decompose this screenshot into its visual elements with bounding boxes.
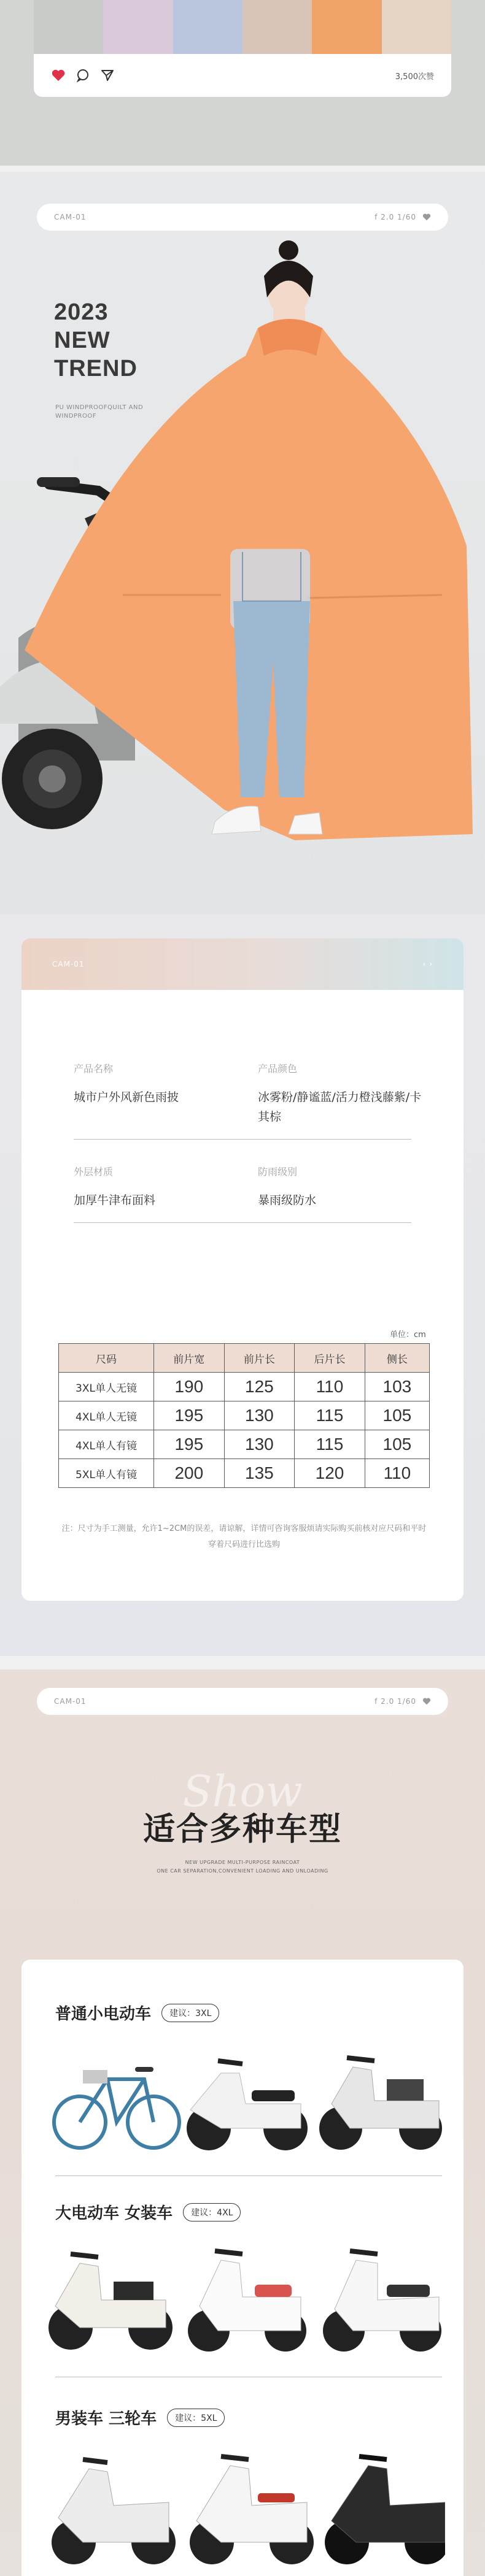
table-cell: 190 [154, 1373, 225, 1401]
table-cell: 125 [224, 1373, 295, 1401]
unit-label: 单位：cm [390, 1330, 426, 1340]
spec-label: 产品名称 [74, 1063, 114, 1075]
table-row [59, 1373, 430, 1401]
section-divider [0, 166, 485, 172]
spec-value: 城市户外风新色雨披 [74, 1091, 179, 1104]
vehicle-section [0, 1656, 485, 2576]
spec-item [74, 1164, 258, 1210]
camera-model-label: CAM-01 [54, 213, 87, 221]
swatch-grey [34, 0, 103, 54]
spec-value: 冰雾粉/静谧蓝/活力橙浅藤紫/卡其棕 [258, 1091, 422, 1124]
spec-divider [74, 1222, 411, 1223]
table-cell: 110 [295, 1373, 365, 1401]
scooter-image [188, 2251, 306, 2352]
column-header: 侧长 [365, 1344, 429, 1373]
spec-label: 外层材质 [74, 1166, 114, 1178]
decorative-script: Show [182, 1766, 303, 1817]
hero-illustration [0, 172, 485, 914]
hero-title-line: NEW [54, 328, 111, 353]
heart-icon [422, 1697, 431, 1706]
column-header: 前片长 [224, 1344, 295, 1373]
exposure-label: f 2.0 1/60 [374, 1697, 416, 1706]
scooter-image [323, 2251, 441, 2352]
send-icon[interactable] [100, 68, 115, 83]
vehicle-category [55, 2001, 219, 2024]
vehicle-card [21, 1960, 464, 2576]
spec-item [74, 1061, 258, 1127]
category-name: 大电动车 女装车 [55, 2204, 173, 2223]
spec-section [0, 914, 485, 1656]
scooter-image [49, 2254, 173, 2350]
swatch-blue [173, 0, 243, 54]
spec-divider [74, 1139, 411, 1140]
table-cell: 130 [224, 1401, 295, 1430]
subtitle-line: ONE CAR SEPARATION,CONVENIENT LOADING AND UNLOADING [157, 1868, 328, 1874]
table-cell: 105 [365, 1401, 429, 1430]
table-cell: 135 [224, 1459, 295, 1488]
table-cell: 110 [365, 1459, 429, 1488]
spec-item [258, 1061, 442, 1127]
size-table-header-row [59, 1344, 430, 1373]
table-cell: 200 [154, 1459, 225, 1488]
exposure-label: f 2.0 1/60 [374, 213, 416, 221]
section-title: 适合多种车型 [142, 1811, 342, 1848]
camera-info-pill [37, 1688, 448, 1715]
category-name: 普通小电动车 [55, 2005, 152, 2023]
vehicle-category [55, 2201, 241, 2223]
vehicle-images-row [46, 2036, 445, 2159]
heart-icon[interactable] [51, 68, 66, 83]
vehicle-category [55, 2406, 225, 2429]
hero-title-line: TREND [54, 356, 138, 381]
vehicle-images-row [46, 2444, 445, 2567]
size-badge: 建议：4XL [183, 2203, 241, 2221]
column-header: 前片宽 [154, 1344, 225, 1373]
subtitle-line: NEW UPGRADE MULTI-PURPOSE RAINCOAT [185, 1860, 300, 1865]
scooter-image [187, 2061, 308, 2150]
size-cell: 5XL单人有镜 [59, 1459, 154, 1488]
hero-section [0, 172, 485, 914]
hero-title-line: 2023 [54, 299, 109, 325]
spec-info-grid [74, 1061, 442, 1248]
table-cell: 130 [224, 1430, 295, 1459]
motorcycle-image [325, 2456, 445, 2564]
swatch-pink [103, 0, 173, 54]
table-cell: 103 [365, 1373, 429, 1401]
size-note: 注：尺寸为手工测量，允许1~2CM的误差，请谅解，详情可咨询客服烦请实际购买前核对应尺码和平时穿着尺码进行比选购 [61, 1524, 427, 1549]
bicycle-image [54, 2067, 179, 2148]
category-name: 男装车 三轮车 [55, 2410, 157, 2428]
hero-subtitle: PU WINDPROOFQUILT AND WINDPROOF [55, 404, 144, 420]
column-header: 尺码 [59, 1344, 154, 1373]
spec-value: 加厚牛津布面料 [74, 1194, 156, 1207]
swatch-cream [382, 0, 451, 54]
size-cell: 4XL单人无镜 [59, 1401, 154, 1430]
section-divider [0, 1656, 485, 1669]
section-subtitle [0, 1858, 485, 1876]
size-cell: 3XL单人无镜 [59, 1373, 154, 1401]
heart-icon [422, 213, 431, 221]
spec-card-header [21, 938, 464, 990]
camera-model-label: CAM-01 [54, 1697, 87, 1706]
spec-card [21, 938, 464, 1601]
social-action-bar [34, 54, 451, 97]
spec-info-row [74, 1061, 442, 1127]
hero-title [54, 298, 138, 383]
spec-info-row [74, 1164, 442, 1210]
motorcycle-image [190, 2456, 314, 2564]
swatch-orange [312, 0, 381, 54]
table-cell: 195 [154, 1430, 225, 1459]
category-divider [55, 2175, 442, 2176]
spec-label: 产品颜色 [258, 1063, 298, 1075]
size-badge: 建议：3XL [161, 2004, 219, 2022]
table-row [59, 1401, 430, 1430]
spec-item [258, 1164, 442, 1210]
social-post-section [0, 0, 485, 166]
table-cell: 105 [365, 1430, 429, 1459]
vehicle-images-row [46, 2236, 445, 2358]
size-badge: 建议：5XL [167, 2409, 225, 2427]
size-table [58, 1343, 430, 1488]
swatch-beige [243, 0, 312, 54]
social-post-card [34, 0, 451, 97]
color-swatch-strip [34, 0, 451, 54]
column-header: 后片长 [295, 1344, 365, 1373]
size-cell: 4XL单人有镜 [59, 1430, 154, 1459]
spec-header-label: CAM-01 [52, 960, 85, 968]
spec-header-nav: ‹ › [422, 960, 433, 968]
camera-info-pill [37, 204, 448, 231]
table-row [59, 1430, 430, 1459]
spec-value: 暴雨级防水 [258, 1194, 317, 1207]
table-cell: 120 [295, 1459, 365, 1488]
motorcycle-image [52, 2459, 176, 2564]
spec-label: 防雨级别 [258, 1166, 298, 1178]
table-cell: 115 [295, 1401, 365, 1430]
like-count: 3,500次赞 [395, 72, 434, 82]
table-cell: 115 [295, 1430, 365, 1459]
table-cell: 195 [154, 1401, 225, 1430]
comment-icon[interactable] [76, 68, 90, 83]
scooter-image [319, 2058, 442, 2150]
table-row [59, 1459, 430, 1488]
